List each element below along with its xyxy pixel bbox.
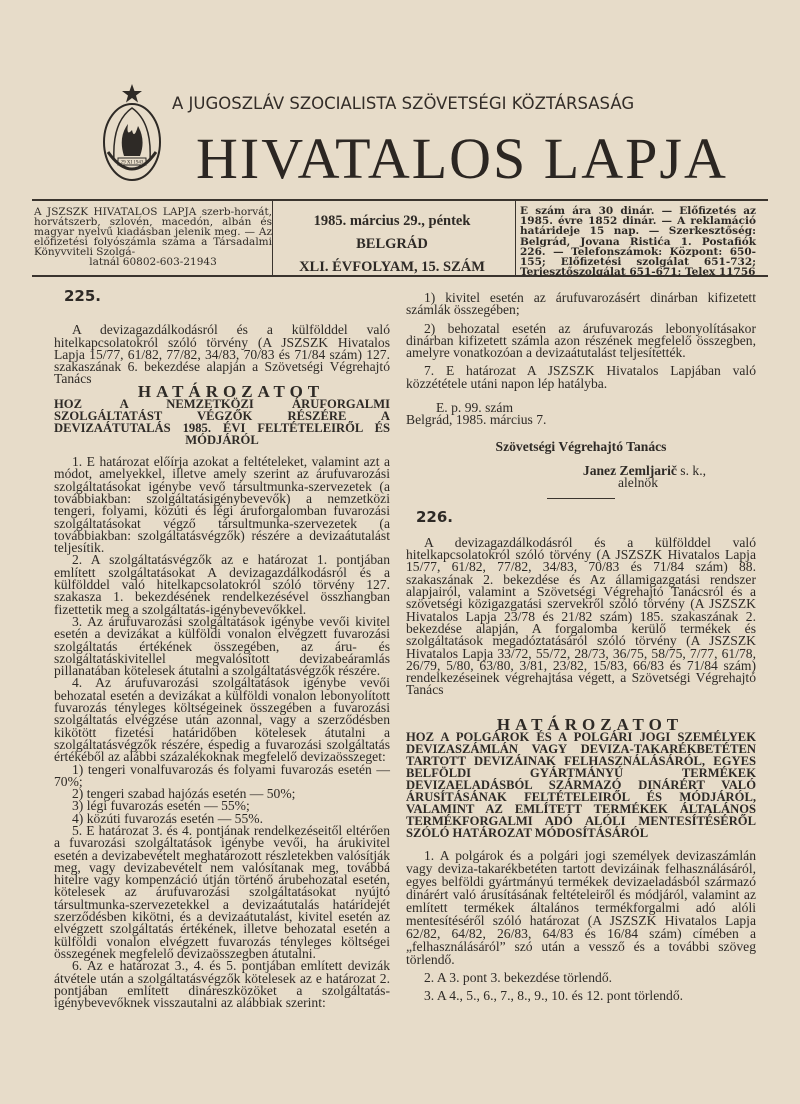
list-item: 4) közúti fuvarozás esetén — 55%. <box>72 810 264 826</box>
issuing-body: Szövetségi Végrehajtó Tanács <box>495 438 667 454</box>
svg-text:29 XI 1943: 29 XI 1943 <box>120 160 144 166</box>
left-column <box>54 287 390 1011</box>
decision-heading: HOZ A NEMZETKÖZI ÁRUFORGALMI SZOLGÁLTATÁST VÉGZŐK RÉSZÉRE A DEVIZAÁTUTALÁS 1985. ÉVI FELTÉTELEIRŐL ÉS MÓDJÁRÓL <box>54 397 390 448</box>
document-number: 226. <box>416 507 454 526</box>
list-item: 2) tengeri szabad hajózás esetén — 50%; <box>72 786 296 802</box>
decision-word: HATÁROZATOT <box>496 714 684 734</box>
preamble: A devizagazdálkodásról és a külfölddel való hitelkapcsolatokról szóló törvény (A JSZSZK Hivatalos Lapja 15/77, 61/82, 77/82, 34/83, 70/83 és 71/84 szám) 127. szakaszának 6. bekezdése alapján a Szövetségi Végrehajtó Tanács <box>54 322 390 387</box>
signer-title: alelnök <box>617 475 658 491</box>
issue-info <box>276 210 508 279</box>
price-contact-info: E szám ára 30 dinár. — Előfizetés az 1985. évre 1852 dinár. — A reklamáció határideje 15 nap. — Szerkesztőség: Belgrád, Jovana Ristića 1. Postafiók 226. — Telefonszámok: Központ: 650-155; Előfizetési szolgálat 651-732; Terjesztőszolgálat 651-671; Telex 11756 <box>520 205 756 279</box>
paragraph: 1. A polgárok és a polgári jogi személyek devizaszámlán vagy deviza-takarékbetéten tartott devizáinak felhasználásáról, egyes belföldi gyártmányú termékek devizaeladásból származó dinárért való árusításának feltételeiről és módjáról, valamint az említett termékek általános termékforgalmi adó alóli mentesítéséről szóló határozat (A JSZSZK Hivatalos Lapja 62/82, 64/82, 26/83, 64/83 és 16/84 szám) címében a „felhasználásáról” szó után a vessző és a további szöveg törlendő. <box>406 848 756 968</box>
issue-date: 1985. március 29., péntek <box>313 213 471 229</box>
document-number: 225. <box>64 287 102 305</box>
signer-suffix: s. k., <box>676 462 706 478</box>
header-divider <box>272 201 273 275</box>
signature <box>406 462 756 478</box>
state-emblem <box>100 82 164 190</box>
decision-word: HATÁROZATOT <box>137 381 325 401</box>
paragraph: 2. A 3. pont 3. bekezdése törlendő. <box>424 970 613 986</box>
publication-info <box>34 207 272 267</box>
paragraph: 6. Az e határozat 3., 4. és 5. pontjában említett devizák átvétele után a szolgáltatásvégzők kötelesek az e határozat 2. pontjában említett dináreszközöket a szolgáltatás-igénybevevőknek visszautalni az alábbiak szerint: <box>54 958 390 1011</box>
header-top-rule <box>32 199 768 201</box>
paragraph: 3. Az árufuvarozási szolgáltatások igénybe vevői kivitel esetén a devizákat a külföldi vonalon elvégzett fuvarozási szolgáltatás értékének összegében, az áru- és szolgáltatáskivitellel megvalósított devizabeáramlás pillanatában kötelesek átutalni a szolgáltatásvégzők részére. <box>54 613 390 679</box>
list-item: 1) tengeri vonalfuvarozás és folyami fuvarozás esetén — 70%; <box>54 761 390 789</box>
place-date: Belgrád, 1985. március 7. <box>406 412 547 428</box>
list-item: 1) kivitel esetén az árufuvarozásért dinárban kifizetett számlák összegében; <box>406 290 756 318</box>
paragraph: 4. Az árufuvarozási szolgáltatások igénybe vevői behozatal esetén a devizákat a külföldi vonalon lebonyolított fuvarozás tényleges költségeinek összegében a fuvarozási szolgáltatás elvégzése után azonnal, vagy a szerződésben kikötött fizetési határidőben kötelesek átutalni a szolgáltatásvégzők részére, éspedig a fuvarozási szolgáltatás értékéből az alábbi százalékoknak megfelelő devizaösszeget: <box>54 675 390 765</box>
paragraph: 1. E határozat előírja azokat a feltételeket, valamint azt a módot, amelyekkel, illetve amely szerint az árufuvarozási szolgáltatásokat igénybe vevő társultmunka-szervezetek (a továbbiakban: szolgáltatásigénybevevők) a nemzetközi tengeri, folyami, közúti és légi áruforgalomban fuvarozási szolgáltatásokat végző társultmunka-szervezetek (a továbbiakban: szolgáltatásvégzők) részére a devizaátutalást teljesítik. <box>54 454 390 556</box>
signer-name: Janez Zemljarič <box>582 462 677 478</box>
account-number: latnál 60802-603-21943 <box>89 256 217 268</box>
paragraph: 3. A 4., 5., 6., 7., 8., 9., 10. és 12. pont törlendő. <box>424 988 684 1004</box>
paragraph: 5. E határozat 3. és 4. pontjának rendelkezéseitől eltérően a fuvarozási szolgáltatások igénybe vevői, ha árukivitel esetén a devizabevételt meghatározott részletekben valósítják meg, vagy devizabevételt nem valósítanak meg, továbbá hitelre vagy kompenzáció útján történő árubehozatal esetén, kötelesek az árufuvarozási szolgáltatásokat nyújtó társultmunka-szervezetekkel a devizaátutalás határidejét szerződésben kikötni, és a devizaátutalást, kivitel esetén az elvégzett szolgáltatás értékének, illetve behozatal esetén a külföldi vonalon elvégzett fuvarozás tényleges költségei összegének megfelelő devizaösszegben átutalni. <box>54 822 390 961</box>
list-item: 2) behozatal esetén az árufuvarozás lebonyolításakor dinárban kifizetett számla azon részének megfelelő összegben, amelyre vonatkozóan a devizaátutalást teljesítették. <box>406 320 756 361</box>
header-divider <box>515 201 516 275</box>
preamble: A devizagazdálkodásról és a külfölddel való hitelkapcsolatokról szóló törvény (A JSZSZK Hivatalos Lapja 15/77, 61/82, 77/82, 34/83, 70/83 és 71/84 szám) 88. szakaszának 2. bekezdése és Az államigazgatási rendszer alapjairól, valamint a Szövetségi Végrehajtó Tanácsról és a szövetségi közigazgatási szervekről szóló törvény (A JSZSZK Hivatalos Lapja 23/78 és 21/82 szám) 185. szakaszának 2. bekezdése alapján, A forgalomba kerülő termékek és szolgáltatások megadóztatásáról szóló törvény (A JSZSZK Hivatalos Lapja 33/72, 55/72, 28/73, 36/75, 58/75, 7/77, 61/78, 26/79, 5/80, 63/80, 3/81, 23/82, 15/83, 66/83 és 71/84 szám) rendelkezéseinek végrehajtása végett, a Szövetségi Végrehajtó Tanács <box>406 534 756 698</box>
paragraph: 2. A szolgáltatásvégzők az e határozat 1. pontjában említett szolgáltatásokat A devizagazdálkodásról és a külfölddel való hitelkapcsolatokról szóló törvény 127. szakasza 1. bekezdésének rendelkezésével összhangban fizettetik meg a szolgáltatás-igénybevevőkkel. <box>54 552 390 617</box>
decision-heading: HOZ A POLGÁROK ÉS A POLGÁRI JOGI SZEMÉLYEK DEVIZASZÁMLÁN VAGY DEVIZA-TAKARÉKBETÉTEN TARTOTT DEVIZÁINAK FELHASZNÁLÁSÁRÓL, EGYES BELFÖLDI GYÁRTMÁNYÚ TERMÉKEK DEVIZAELADÁSBÓL SZÁRMAZÓ DINÁRÉRT VALÓ ÁRUSÍTÁSÁNAK FELTÉTELEIRŐL ÉS MÓDJÁRÓL, VALAMINT AZ EMLÍTETT TERMÉKEK ÁLTALÁNOS TERMÉKFORGALMI ADÓ ALÓLI MENTESÍTÉSÉRŐL SZÓLÓ HATÁROZAT MÓDOSÍTÁSÁRÓL <box>406 730 756 841</box>
list-item: 3) légi fuvarozás esetén — 55%; <box>72 798 250 814</box>
right-column <box>406 292 756 1003</box>
issue-number: XLI. ÉVFOLYAM, 15. SZÁM <box>299 259 485 275</box>
paragraph: 7. E határozat A JSZSZK Hivatalos Lapjában való közzététele utáni napon lép hatályba. <box>406 363 756 391</box>
publication-info-text: A JSZSZK HIVATALOS LAPJA szerb-horvát, horvátszerb, szlovén, macedón, albán és magyar nyelvű kiadásban jelenik meg. — Az előfizetési folyószámla száma a Társadalmi Könyvviteli Szolgá- <box>34 206 272 258</box>
issue-place: BELGRÁD <box>356 236 428 252</box>
section-divider <box>547 498 615 499</box>
masthead-title: HIVATALOS LAPJA <box>196 126 728 191</box>
masthead-subtitle: A JUGOSZLÁV SZOCIALISTA SZÖVETSÉGI KÖZTÁRSASÁG <box>172 94 635 113</box>
reference-number: E. p. 99. szám <box>436 400 514 416</box>
